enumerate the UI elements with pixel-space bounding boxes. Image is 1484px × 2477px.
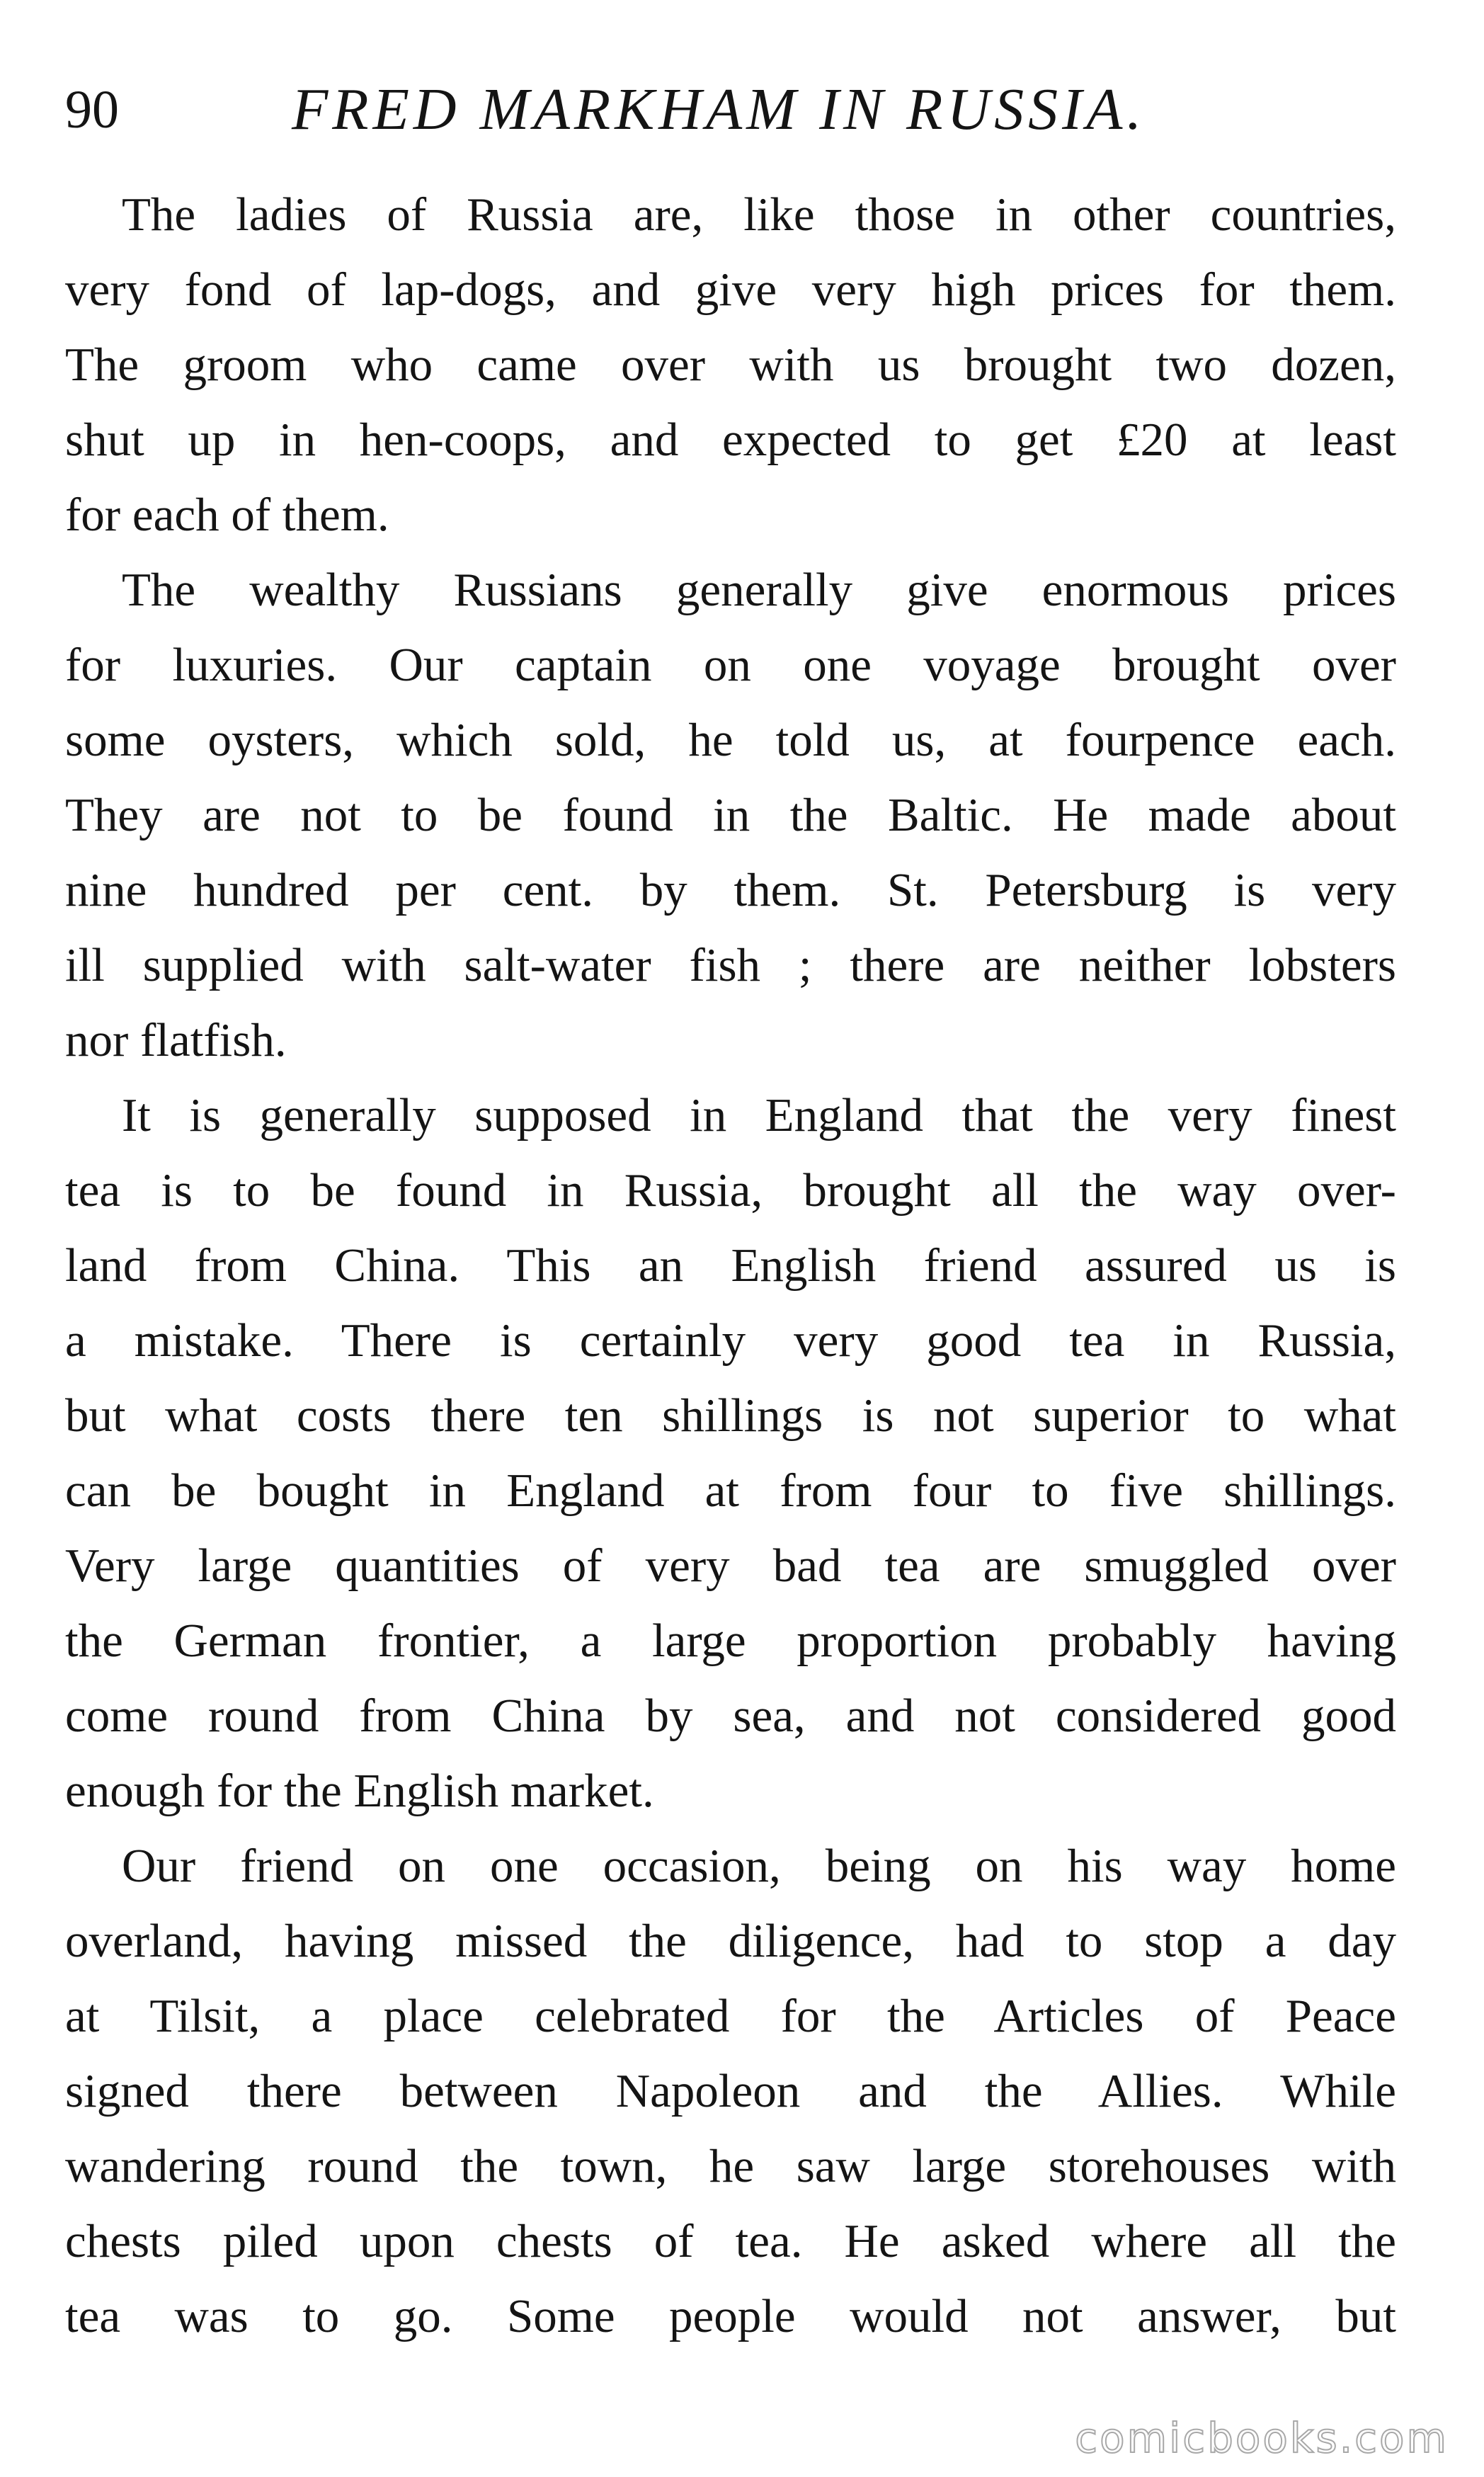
text-line: wandering round the town, he saw large storehouses with <box>65 2140 1396 2192</box>
text-line: the German frontier, a large proportion probably having <box>65 1615 1396 1667</box>
text-line: at Tilsit, a place celebrated for the Articles of Peace <box>65 1990 1396 2042</box>
text-line: for luxuries. Our captain on one voyage brought over <box>65 639 1396 691</box>
text-line: overland, having missed the diligence, had to stop a day <box>65 1915 1396 1967</box>
text-line: enough for the English market. <box>65 1765 654 1817</box>
text-line: chests piled upon chests of tea. He asked where all the <box>65 2215 1396 2267</box>
text-line: The groom who came over with us brought two dozen, <box>65 338 1396 391</box>
text-line: land from China. This an English friend assured us is <box>65 1239 1396 1292</box>
text-line: shut up in hen-coops, and expected to get £20 at least <box>65 414 1396 466</box>
running-title: FRED MARKHAM IN RUSSIA. <box>292 76 1146 142</box>
body-text <box>65 177 1396 2354</box>
text-line: a mistake. There is certainly very good tea in Russia, <box>65 1314 1396 1367</box>
page-header <box>65 67 1410 152</box>
text-line: tea was to go. Some people would not answer, but <box>65 2290 1396 2342</box>
text-line: They are not to be found in the Baltic. He made about <box>65 789 1396 841</box>
text-line: The wealthy Russians generally give enormous prices <box>122 564 1396 616</box>
text-line: Very large quantities of very bad tea are smuggled over <box>65 1539 1396 1592</box>
text-line: It is generally supposed in England that the very finest <box>122 1089 1396 1141</box>
text-line: Our friend on one occasion, being on his way home <box>122 1840 1396 1892</box>
text-line: The ladies of Russia are, like those in other countries, <box>122 188 1396 241</box>
text-line: some oysters, which sold, he told us, at fourpence each. <box>65 714 1396 766</box>
text-line: for each of them. <box>65 489 389 541</box>
text-line: but what costs there ten shillings is not superior to what <box>65 1389 1396 1442</box>
text-line: tea is to be found in Russia, brought all the way over- <box>65 1164 1396 1217</box>
page-number: 90 <box>65 80 119 139</box>
text-line: can be bought in England at from four to five shillings. <box>65 1464 1396 1517</box>
text-line: come round from China by sea, and not considered good <box>65 1690 1396 1742</box>
text-line: very fond of lap-dogs, and give very high prices for them. <box>65 263 1396 316</box>
text-line: nor flatfish. <box>65 1014 287 1066</box>
text-line: ill supplied with salt-water fish ; there are neither lobsters <box>65 939 1396 991</box>
text-line: nine hundred per cent. by them. St. Petersburg is very <box>65 864 1396 916</box>
watermark: comicbooks.com <box>1075 2414 1449 2462</box>
text-line: signed there between Napoleon and the Allies. While <box>65 2065 1396 2117</box>
